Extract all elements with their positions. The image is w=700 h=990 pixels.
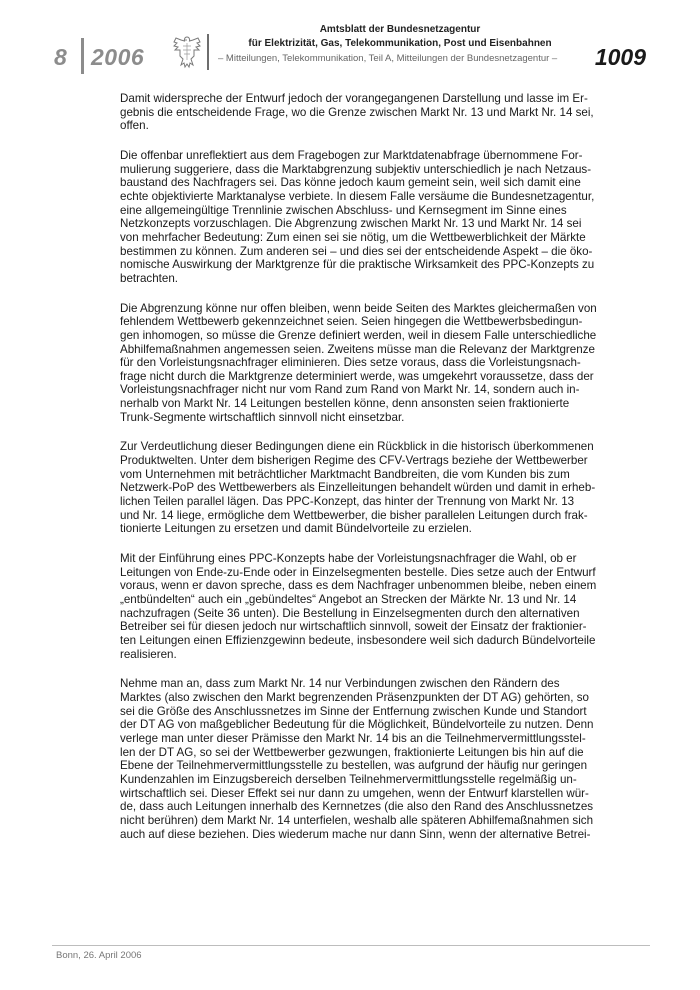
paragraph: Zur Verdeutlichung dieser Bedingungen diene ein Rückblick in die historisch überkommenen Produktwelten. Unter dem bisherigen Regime des CFV-Vertrags beziehe der Wettbewerber vom Unternehmen mit beträchtlicher Marktmacht Bandbreiten, die vom Kunden bis zum Netzwerk-PoP des Wettbewerbers als Einzelleitungen behandelt würden und damit in erheb- lichen Teilen parallel lägen. Das PPC-Konzept, das hinter der Trennung von Markt Nr. 13 und Nr. 14 liege, ermögliche dem Wettbewerber, die bisher parallelen Leitungen durch frak- tionierte Leitungen zu ersetzen und damit Bündelvorteile zu erzielen. <box>120 440 596 536</box>
issue-year: 2006 <box>91 44 145 70</box>
footer-rule <box>52 945 650 946</box>
journal-title-line1: Amtsblatt der Bundesnetzagentur <box>319 24 481 35</box>
paragraph: Mit der Einführung eines PPC-Konzepts habe der Vorleistungsnachfrager die Wahl, ob er Leitungen von Ende-zu-Ende oder in Einzelsegmenten bestelle. Dies setze auch der Entwurf voraus, wenn er davon spreche, dass es dem Nachfrager unbenommen bleibe, neben einem „entbündelten“ auch ein „gebündeltes“ Angebot an Strecken der Märkte Nr. 13 und Nr. 14 nachzufragen (Seite 36 unten). Die Bestellung in Einzelsegmenten durch den alternativen Betreiber sei für diesen jedoch nur wirtschaftlich sinnvoll, soweit der Einsatz der fraktionier- ten Leitungen einen Effizienzgewinn bedeute, insbesondere weil sich dadurch Bündelvorteile realisieren. <box>120 552 597 661</box>
paragraph: Die offenbar unreflektiert aus dem Fragebogen zur Marktdatenabfrage übernommene For- mulierung suggeriere, dass die Marktabgrenzung subjektiv unterschiedlich je nach Netzaus- baustand des Nachfragers sei. Das könne jedoch kaum gemeint sein, weil sich damit eine echte objektivierte Marktanalyse verbiete. In diesem Falle versäume die Bundesnetzagentur, eine allgemeingültige Trennlinie zwischen Abschluss- und Kernsegment im Sinne eines Netzkonzepts vorzuschlagen. Die Abgrenzung zwischen Markt Nr. 13 und Markt Nr. 14 sei von mehrfacher Bedeutung: Zum einen sei sie nötig, um die Wettbewerblichkeit der Märkte bestimmen zu können. Zum anderen sei – und dies sei der entscheidende Aspekt – die öko- nomische Auswirkung der Marktgrenze für die praktische Wirksamkeit des PPC-Konzepts zu betrachten. <box>120 148 595 285</box>
body-text <box>120 92 646 857</box>
federal-eagle-icon <box>172 34 202 70</box>
journal-subtitle: – Mitteilungen, Telekommunikation, Teil A, Mitteilungen der Bundesnetzagentur – <box>218 53 558 64</box>
paragraph: Damit widerspreche der Entwurf jedoch der vorangegangenen Darstellung und lasse im Er- gebnis die entscheidende Frage, wo die Grenze zwischen Markt Nr. 13 und Markt Nr. 14 sei, offen. <box>120 92 594 133</box>
footer-place-date: Bonn, 26. April 2006 <box>56 950 142 961</box>
logo-divider <box>207 34 209 70</box>
paragraph: Nehme man an, dass zum Markt Nr. 14 nur Verbindungen zwischen den Rändern des Marktes (also zwischen den Markt begrenzenden Präsenzpunkten der DT AG) gehörten, so sei die Größe des Anschlussnetzes im Sinne der Entfernung zwischen Kunde und Standort der DT AG von maßgeblicher Bedeutung für die Möglichkeit, Bündelvorteile zu nutzen. Denn verlege man unter dieser Prämisse den Markt Nr. 14 bis an die Teilnehmervermittlungsstel- len der DT AG, so sei der Wettbewerber gezwungen, fraktionierte Leitungen bis hin auf die Ebene der Teilnehmervermittlungsstelle zu bestellen, was aufgrund der häufig nur geringen Kundenzahlen im Einzugsbereich derselben Teilnehmervermittlungsstelle regelmäßig un- wirtschaftlich sei. Dieser Effekt sei nur dann zu umgehen, wenn der Entwurf klarstellen wür- de, dass auch Leitungen innerhalb des Kernnetzes (die also den Rand des Anschlussnetzes nicht berühren) dem Markt Nr. 14 unterfielen, weshalb alle späteren Abhilfemaßnahmen sich auch auf diese beziehen. Dies wiederum mache nur dann Sinn, wenn der alternative Betrei- <box>120 677 594 841</box>
issue-number: 8 <box>54 44 68 70</box>
page-number: 1009 <box>594 44 646 70</box>
journal-title-line2: für Elektrizität, Gas, Telekommunikation, Post und Eisenbahnen <box>248 38 552 49</box>
issue-divider <box>81 38 84 74</box>
paragraph: Die Abgrenzung könne nur offen bleiben, wenn beide Seiten des Marktes gleichermaßen von fehlendem Wettbewerb gekennzeichnet seien. Seien hingegen die Wettbewerbsbedingun- gen inhomogen, so müsse die Grenze definiert werden, weil in diesem Falle unterschiedliche Abhilfemaßnahmen angemessen seien. Zweitens müsse man die Relevanz der Marktgrenze für den Vorleistungsnachfrager eliminieren. Dies setze voraus, dass die Vorleistungsnach- frage nicht durch die Marktgrenze determiniert werde, was umgekehrt voraussetze, dass der Vorleistungsnachfrager nicht nur vom Rand zum Rand von Markt Nr. 14, sondern auch in- nerhalb von Markt Nr. 14 Leitungen bestellen könne, denn ansonsten seien fraktionierte Trunk-Segmente wirtschaftlich sinnvoll nicht einsetzbar. <box>120 301 597 424</box>
